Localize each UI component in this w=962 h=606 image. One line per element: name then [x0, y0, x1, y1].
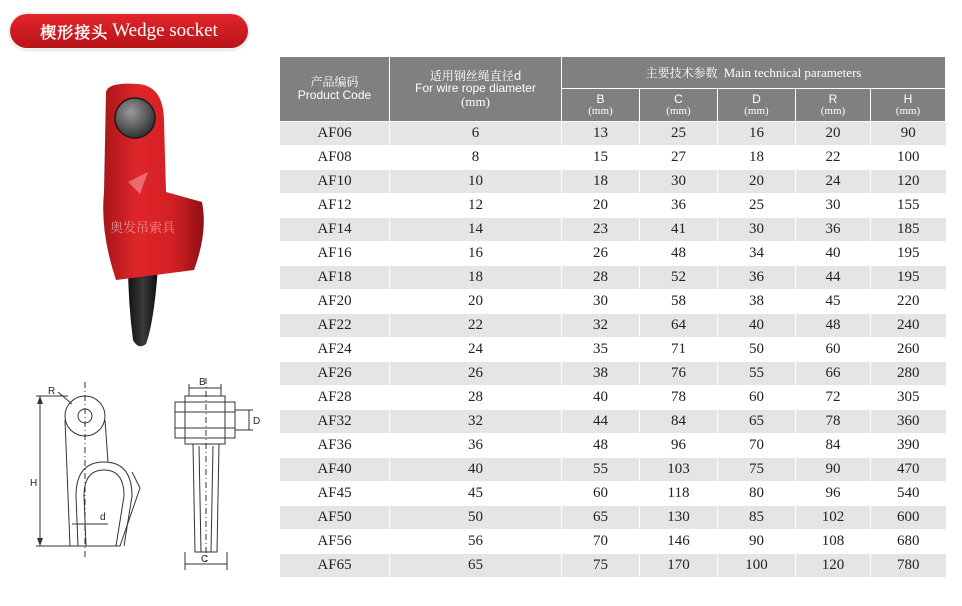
table-cell: 36 [640, 194, 718, 218]
table-cell: 78 [640, 386, 718, 410]
table-cell: AF56 [280, 530, 390, 554]
table-cell: 66 [796, 362, 871, 386]
watermark-text: 奥发吊索具 [110, 221, 176, 236]
table-cell: AF20 [280, 290, 390, 314]
table-cell: 80 [718, 482, 796, 506]
table-cell: 280 [871, 362, 946, 386]
label-D: D [253, 416, 261, 427]
table-cell: 108 [796, 530, 871, 554]
table-cell: 16 [390, 242, 562, 266]
table-cell: 103 [640, 458, 718, 482]
header-param-r: R (mm) [796, 89, 871, 122]
table-cell: 8 [390, 146, 562, 170]
table-cell: 220 [871, 290, 946, 314]
table-cell: 90 [871, 122, 946, 146]
table-cell: 36 [796, 218, 871, 242]
table-cell: 14 [390, 218, 562, 242]
table-cell: 146 [640, 530, 718, 554]
table-cell: 130 [640, 506, 718, 530]
table-cell: 28 [562, 266, 640, 290]
table-cell: 20 [796, 122, 871, 146]
table-cell: 96 [796, 482, 871, 506]
table-cell: 24 [796, 170, 871, 194]
table-cell: 48 [796, 314, 871, 338]
table-cell: 26 [390, 362, 562, 386]
table-cell: 24 [390, 338, 562, 362]
table-cell: 78 [796, 410, 871, 434]
table-row [280, 290, 946, 314]
table-cell: 13 [562, 122, 640, 146]
table-cell: 120 [871, 170, 946, 194]
table-cell: 102 [796, 506, 871, 530]
table-cell: AF12 [280, 194, 390, 218]
header-param-d: D (mm) [718, 89, 796, 122]
title-banner [10, 14, 248, 48]
table-cell: 22 [390, 314, 562, 338]
label-H: H [30, 478, 38, 489]
table-cell: 45 [796, 290, 871, 314]
header-main-parameters: 主要技术参数 Main technical parameters [562, 57, 946, 89]
table-cell: AF24 [280, 338, 390, 362]
table-cell: 70 [718, 434, 796, 458]
table-cell: 6 [390, 122, 562, 146]
table-cell: 390 [871, 434, 946, 458]
table-cell: 44 [796, 266, 871, 290]
table-cell: 118 [640, 482, 718, 506]
table-cell: 155 [871, 194, 946, 218]
table-cell: 10 [390, 170, 562, 194]
table-cell: 36 [718, 266, 796, 290]
table-cell: 195 [871, 266, 946, 290]
table-row [280, 242, 946, 266]
table-cell: 38 [562, 362, 640, 386]
table-cell: 36 [390, 434, 562, 458]
spec-table [279, 56, 946, 578]
table-cell: AF16 [280, 242, 390, 266]
table-cell: 16 [718, 122, 796, 146]
table-cell: 30 [796, 194, 871, 218]
table-cell: AF65 [280, 554, 390, 578]
table-cell: 65 [390, 554, 562, 578]
table-cell: 680 [871, 530, 946, 554]
table-row [280, 386, 946, 410]
header-param-h: H (mm) [871, 89, 946, 122]
table-cell: 470 [871, 458, 946, 482]
table-cell: 56 [390, 530, 562, 554]
table-cell: 360 [871, 410, 946, 434]
table-cell: 40 [390, 458, 562, 482]
table-cell: AF08 [280, 146, 390, 170]
table-cell: AF18 [280, 266, 390, 290]
header-param-b: B (mm) [562, 89, 640, 122]
table-cell: AF28 [280, 386, 390, 410]
table-row [280, 410, 946, 434]
table-cell: 40 [718, 314, 796, 338]
table-cell: 30 [640, 170, 718, 194]
table-cell: AF50 [280, 506, 390, 530]
table-cell: 20 [718, 170, 796, 194]
table-cell: 22 [796, 146, 871, 170]
table-cell: 20 [390, 290, 562, 314]
table-cell: 600 [871, 506, 946, 530]
table-row [280, 194, 946, 218]
table-row [280, 146, 946, 170]
table-cell: 30 [562, 290, 640, 314]
table-cell: 70 [562, 530, 640, 554]
table-cell: 50 [390, 506, 562, 530]
table-cell: 84 [796, 434, 871, 458]
table-cell: AF22 [280, 314, 390, 338]
table-cell: 60 [562, 482, 640, 506]
table-cell: 90 [796, 458, 871, 482]
table-cell: 60 [796, 338, 871, 362]
table-row [280, 554, 946, 578]
table-cell: AF36 [280, 434, 390, 458]
table-row [280, 266, 946, 290]
table-cell: 28 [390, 386, 562, 410]
table-row [280, 338, 946, 362]
table-cell: 50 [718, 338, 796, 362]
header-param-c: C (mm) [640, 89, 718, 122]
table-cell: 30 [718, 218, 796, 242]
table-cell: 20 [562, 194, 640, 218]
table-cell: 90 [718, 530, 796, 554]
table-row [280, 122, 946, 146]
table-cell: 32 [390, 410, 562, 434]
header-rope-diameter: 适用钢丝绳直径d For wire rope diameter (mm) [390, 57, 562, 122]
table-row [280, 506, 946, 530]
table-cell: 35 [562, 338, 640, 362]
side-view-drawing [28, 378, 158, 578]
table-cell: 48 [562, 434, 640, 458]
table-cell: 18 [562, 170, 640, 194]
table-cell: 240 [871, 314, 946, 338]
table-cell: 64 [640, 314, 718, 338]
table-cell: 45 [390, 482, 562, 506]
table-cell: 38 [718, 290, 796, 314]
table-cell: 27 [640, 146, 718, 170]
table-cell: 76 [640, 362, 718, 386]
table-cell: 40 [562, 386, 640, 410]
table-cell: 71 [640, 338, 718, 362]
table-cell: 120 [796, 554, 871, 578]
table-row [280, 530, 946, 554]
table-cell: AF32 [280, 410, 390, 434]
table-cell: 170 [640, 554, 718, 578]
table-cell: AF06 [280, 122, 390, 146]
table-cell: 65 [718, 410, 796, 434]
table-cell: AF26 [280, 362, 390, 386]
table-cell: AF40 [280, 458, 390, 482]
table-cell: 48 [640, 242, 718, 266]
table-cell: 75 [562, 554, 640, 578]
label-R: R [48, 386, 56, 397]
table-cell: 15 [562, 146, 640, 170]
label-d: d [100, 512, 106, 523]
label-C: C [201, 554, 209, 565]
table-cell: 18 [390, 266, 562, 290]
header-product-code: 产品编码 Product Code [280, 57, 390, 122]
table-row [280, 482, 946, 506]
table-cell: 52 [640, 266, 718, 290]
title-chinese: 楔形接头 [40, 22, 109, 42]
table-cell: 34 [718, 242, 796, 266]
table-cell: 305 [871, 386, 946, 410]
table-row [280, 458, 946, 482]
table-cell: 195 [871, 242, 946, 266]
table-cell: 32 [562, 314, 640, 338]
wedge-socket-photo [98, 82, 208, 352]
table-cell: 96 [640, 434, 718, 458]
table-cell: 41 [640, 218, 718, 242]
table-cell: 18 [718, 146, 796, 170]
table-cell: 60 [718, 386, 796, 410]
table-row [280, 314, 946, 338]
table-cell: 84 [640, 410, 718, 434]
table-cell: 58 [640, 290, 718, 314]
table-cell: 25 [640, 122, 718, 146]
table-cell: 40 [796, 242, 871, 266]
table-cell: 55 [718, 362, 796, 386]
table-row [280, 170, 946, 194]
label-B: B [199, 377, 206, 388]
table-cell: 100 [718, 554, 796, 578]
table-cell: 780 [871, 554, 946, 578]
table-cell: AF14 [280, 218, 390, 242]
table-row [280, 434, 946, 458]
table-cell: 260 [871, 338, 946, 362]
table-cell: 23 [562, 218, 640, 242]
table-cell: 72 [796, 386, 871, 410]
title-english: Wedge socket [112, 20, 218, 41]
table-cell: 185 [871, 218, 946, 242]
table-cell: 44 [562, 410, 640, 434]
table-cell: 26 [562, 242, 640, 266]
table-cell: AF45 [280, 482, 390, 506]
table-cell: AF10 [280, 170, 390, 194]
table-cell: 12 [390, 194, 562, 218]
table-cell: 55 [562, 458, 640, 482]
table-cell: 540 [871, 482, 946, 506]
table-row [280, 362, 946, 386]
table-cell: 25 [718, 194, 796, 218]
table-cell: 75 [718, 458, 796, 482]
table-cell: 65 [562, 506, 640, 530]
table-cell: 100 [871, 146, 946, 170]
front-view-drawing [155, 376, 265, 576]
table-cell: 85 [718, 506, 796, 530]
table-row [280, 218, 946, 242]
